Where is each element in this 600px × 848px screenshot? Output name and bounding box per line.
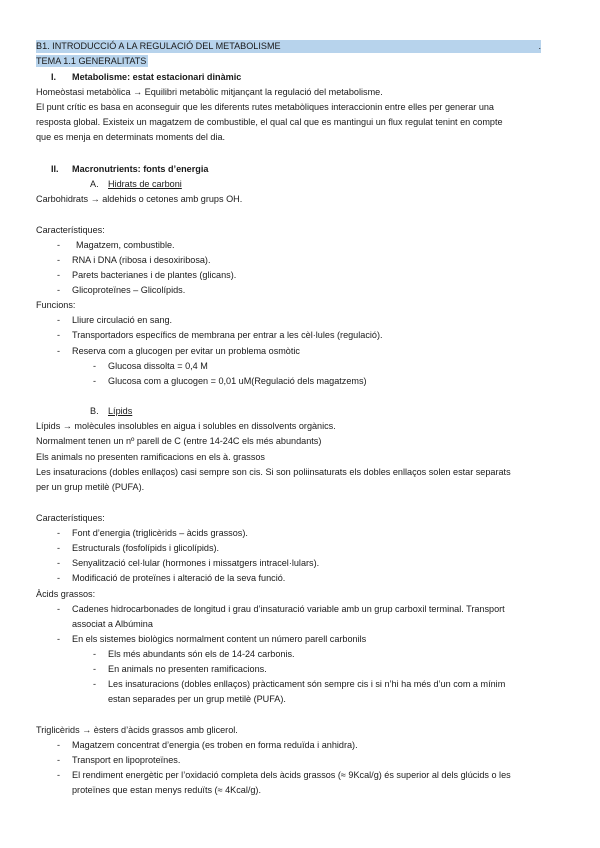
lipids-intro-line: Els animals no presenten ramificacions en els à. grassos (36, 452, 265, 462)
list-subitem-continuation: estan separades per un grup metilè (PUFA). (108, 694, 286, 704)
list-bullet: - (93, 664, 97, 674)
list-bullet: - (57, 528, 61, 538)
list-bullet: - (93, 649, 97, 659)
list-item-continuation: proteïnes que estan menys reduïts (≈ 4Kcal/g). (72, 785, 261, 795)
lipids-intro-line: Les insaturacions (dobles enllaços) casi sempre son cis. Si son poliinsaturats els dobles enllaços solen estar separats (36, 467, 511, 477)
section-1-line: Homeòstasi metabòlica → Equilibri metabòlic mitjançant la regulació del metabolisme. (36, 87, 383, 97)
doc-header (36, 40, 541, 53)
section-1-line: resposta global. Existeix un magatzem de combustible, el qual cal que es mantingui un flux regulat tenint en compte (36, 117, 503, 127)
list-bullet: - (57, 270, 61, 280)
list-bullet: - (57, 604, 61, 614)
list-item: Font d’energia (triglicèrids – àcids grassos). (72, 528, 248, 538)
list-bullet: - (93, 376, 97, 386)
lipids-intro-line: Normalment tenen un nº parell de C (entre 14-24C els més abundants) (36, 436, 322, 446)
list-item: Lliure circulació en sang. (72, 315, 173, 325)
list-item: Transport en lipoproteïnes. (72, 755, 181, 765)
list-bullet: - (57, 740, 61, 750)
list-bullet: - (93, 361, 97, 371)
list-bullet: - (57, 543, 61, 553)
section-2-title: Macronutrients: fonts d’energia (72, 164, 209, 174)
list-item: Reserva com a glucogen per evitar un problema osmòtic (72, 346, 300, 356)
list-item: RNA i DNA (ribosa i desoxiribosa). (72, 255, 211, 265)
list-item: Modificació de proteïnes i alteració de la seva funció. (72, 573, 286, 583)
list-bullet: - (57, 573, 61, 583)
lipids-intro-line: Lípids → molècules insolubles en aigua i solubles en dissolvents orgànics. (36, 421, 336, 431)
subsection-a-letter: A. (90, 179, 99, 189)
doc-header-dot: . (538, 41, 541, 51)
list-item: Magatzem, combustible. (76, 240, 175, 250)
carbohydrates-intro: Carbohidrats → aldehids o cetones amb grups OH. (36, 194, 243, 204)
list-item: Cadenes hidrocarbonades de longitud i grau d’insaturació variable amb un grup carboxil terminal. Transport (72, 604, 505, 614)
list-bullet: - (57, 285, 61, 295)
carbohydrates-characteristics-label: Característiques: (36, 225, 105, 235)
list-bullet: - (57, 255, 61, 265)
lipids-intro-line: per un grup metilè (PUFA). (36, 482, 145, 492)
list-item: Glicoproteïnes – Glicolípids. (72, 285, 186, 295)
subsection-b-title: Lípids (108, 406, 133, 416)
lipids-characteristics-label: Característiques: (36, 513, 105, 523)
list-bullet: - (57, 755, 61, 765)
subsection-a-title: Hidrats de carboni (108, 179, 182, 189)
list-subitem: Les insaturacions (dobles enllaços) pràcticament són sempre cis i si n’hi ha més d’un com a mínim (108, 679, 506, 689)
subsection-b-letter: B. (90, 406, 99, 416)
list-bullet: - (57, 558, 61, 568)
list-bullet: - (57, 330, 61, 340)
list-item-continuation: associat a Albúmina (72, 619, 153, 629)
section-2-number: II. (51, 164, 59, 174)
doc-header-text: B1. INTRODUCCIÓ A LA REGULACIÓ DEL METABOLISME (36, 41, 281, 51)
list-bullet: - (57, 770, 61, 780)
list-item: El rendiment energètic per l’oxidació completa dels àcids grassos (≈ 9Kcal/g) és superior al dels glúcids o les (72, 770, 511, 780)
list-subitem: En animals no presenten ramificacions. (108, 664, 267, 674)
section-1-number: I. (51, 72, 57, 82)
list-subitem: Glucosa com a glucogen = 0,01 uM(Regulació dels magatzems) (108, 376, 367, 386)
triglycerides-intro: Triglicèrids → èsters d’àcids grassos amb glicerol. (36, 725, 238, 735)
doc-subheader: TEMA 1.1 GENERALITATS (36, 56, 147, 66)
section-1-title: Metabolisme: estat estacionari dinàmic (72, 72, 242, 82)
section-1-line: que es menja en determinats moments del dia. (36, 132, 226, 142)
carbohydrates-functions-label: Funcions: (36, 300, 76, 310)
section-1-line: El punt crític es basa en aconseguir que les diferents rutes metabòliques interaccionin entre elles per generar una (36, 102, 494, 112)
list-item: Estructurals (fosfolípids i glicolípids). (72, 543, 220, 553)
list-item: Senyalització cel·lular (hormones i missatgers intracel·lulars). (72, 558, 320, 568)
list-bullet: - (57, 346, 61, 356)
list-item: Parets bacterianes i de plantes (glicans). (72, 270, 237, 280)
list-bullet: - (57, 315, 61, 325)
list-item: En els sistemes biològics normalment content un número parell carbonils (72, 634, 367, 644)
list-item: Transportadors específics de membrana per entrar a les cèl·lules (regulació). (72, 330, 383, 340)
list-subitem: Glucosa dissolta = 0,4 M (108, 361, 208, 371)
list-bullet: - (57, 634, 61, 644)
list-item: Magatzem concentrat d’energia (es troben en forma reduïda i anhidra). (72, 740, 358, 750)
list-bullet: - (57, 240, 61, 250)
fatty-acids-label: Àcids grassos: (36, 589, 96, 599)
list-subitem: Els més abundants són els de 14-24 carbonis. (108, 649, 295, 659)
list-bullet: - (93, 679, 97, 689)
